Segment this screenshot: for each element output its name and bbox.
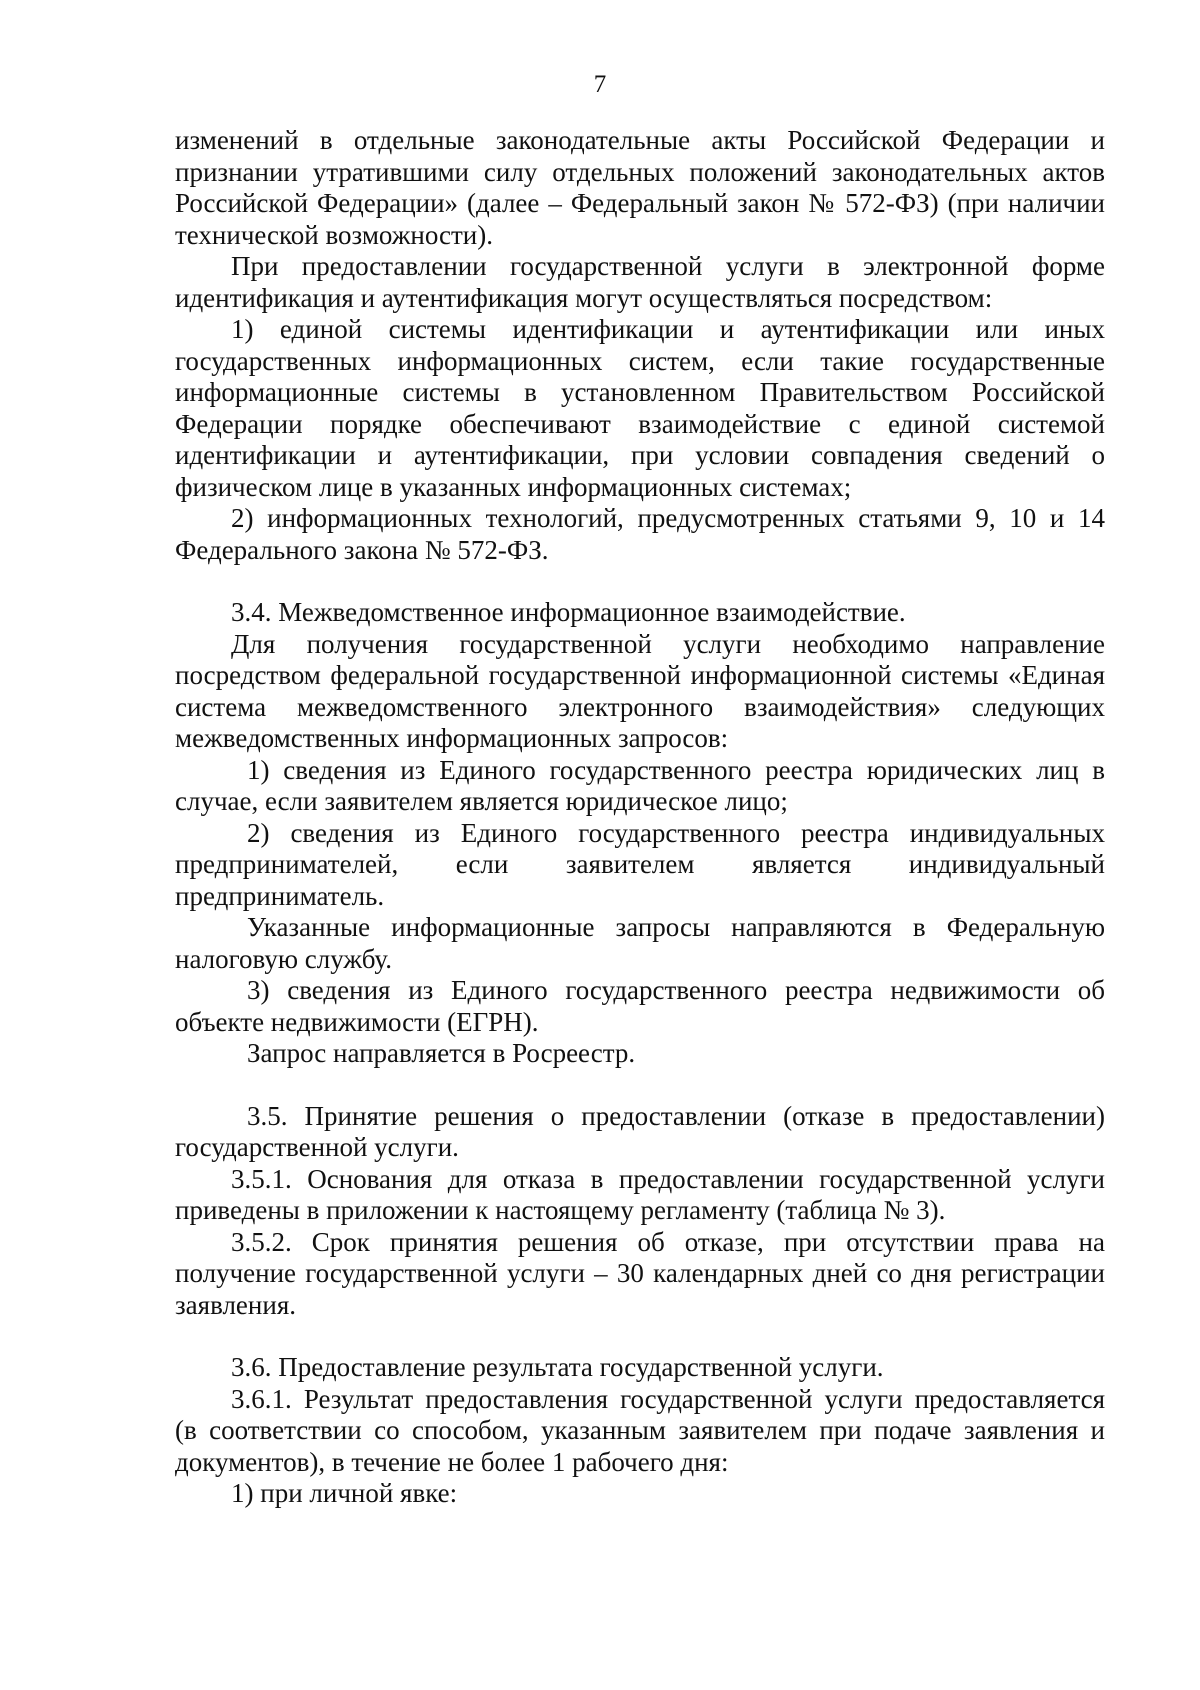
paragraph-gap: [175, 566, 1105, 597]
paragraph: Запрос направляется в Росреестр.: [247, 1038, 636, 1068]
paragraph: изменений в отдельные законодательные акты Российской Федерации и признании утратившими силу отдельных положений законодательных актов Российской Федерации» (далее – Федеральный закон № 572-ФЗ) (при наличии технической возможности).: [175, 125, 1105, 250]
paragraph: 3.5.1. Основания для отказа в предоставлении государственной услуги приведены в приложении к настоящему регламенту (таблица № 3).: [175, 1163, 1105, 1225]
section-heading: 3.6. Предоставление результата государственной услуги.: [231, 1352, 884, 1382]
paragraph: При предоставлении государственной услуги в электронной форме идентификация и аутентификация могут осуществляться посредством:: [175, 251, 1105, 313]
paragraph-gap: [175, 1070, 1105, 1101]
list-item: 2) сведения из Единого государственного реестра индивидуальных предпринимателей, если заявителем является индивидуальный предприниматель.: [175, 817, 1105, 911]
paragraph: Указанные информационные запросы направляются в Федеральную налоговую службу.: [175, 912, 1105, 974]
list-item: 1) сведения из Единого государственного реестра юридических лиц в случае, если заявителем является юридическое лицо;: [175, 754, 1105, 816]
paragraph: 3.6.1. Результат предоставления государственной услуги предоставляется (в соответствии со способом, указанным заявителем при подаче заявления и документов), в течение не более 1 рабочего дня:: [175, 1383, 1105, 1477]
paragraph: Для получения государственной услуги необходимо направление посредством федеральной государственной информационной системы «Единая система межведомственного электронного взаимодействия» следующих межведомственных информационных запросов:: [175, 628, 1105, 753]
list-item: 1) единой системы идентификации и аутентификации или иных государственных информационных систем, если такие государственные информационные системы в установленном Правительством Российской Федерации порядке обеспечивают взаимодействие с единой системой идентификации и аутентификации, при условии совпадения сведений о физическом лице в указанных информационных системах;: [175, 314, 1105, 502]
section-heading: 3.4. Межведомственное информационное взаимодействие.: [231, 597, 906, 627]
list-item: 2) информационных технологий, предусмотренных статьями 9, 10 и 14 Федерального закона № 572-ФЗ.: [175, 503, 1105, 565]
list-item: 1) при личной явке:: [231, 1478, 458, 1508]
document-body: [175, 125, 1105, 1510]
paragraph: 3.5.2. Срок принятия решения об отказе, при отсутствии права на получение государственной услуги – 30 календарных дней со дня регистрации заявления.: [175, 1226, 1105, 1320]
paragraph-gap: [175, 1321, 1105, 1352]
section-heading: 3.5. Принятие решения о предоставлении (отказе в предоставлении) государственной услуги.: [175, 1100, 1105, 1162]
page-number: 7: [593, 71, 607, 98]
list-item: 3) сведения из Единого государственного реестра недвижимости об объекте недвижимости (ЕГРН).: [175, 975, 1105, 1037]
